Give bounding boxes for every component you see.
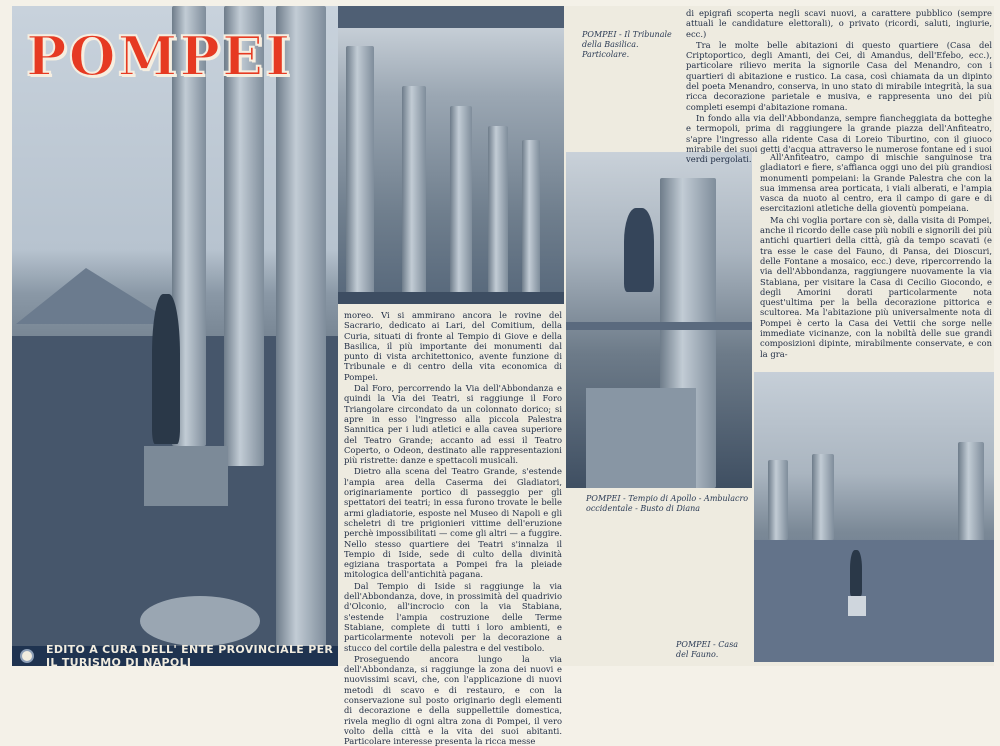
paragraph: All'Anfiteatro, campo di mischie sanguinose tra gladiatori e fiere, s'affianca oggi uno dei più grandiosi monumenti pompeiani: la Grande Palestra che con la sua immensa area porticata, i viali alberati, e l'ampia vasca da nuoto al centro, era il campo di gare e di esercitazioni atletiche della gioventù pompeiana. [760,152,992,214]
photo-basilica [338,6,564,304]
caption-apollo: POMPEI - Tempio di Apollo - Ambulacro occidentale - Busto di Diana [586,494,749,513]
paragraph: di epigrafi scoperta negli scavi nuovi, a carattere pubblico (sempre attuali le candidature elettorali), o privato (ricordi, saluti, ingiurie, ecc.) [686,8,992,39]
paragraph: Ma chi voglia portare con sè, dalla visita di Pompei, anche il ricordo delle case più nobili e signorili dei più antichi quartieri della città, già da tempo scavati (e tra esse le case del Fauno, di Pansa, dei Dioscuri, delle Fontane a mosaico, ecc.) deve, ripercorrendo la via dell'Abbondanza, raggiungere nuovamente la via Stabiana, per visitare la Casa di Cecilio Giocondo, e degli Amorini dorati particolarmente nota quest'ultima per la bella decorazione pittorica e scultorea. Ma l'abitazione più universalmente nota di Pompei è certo la Casa dei Vettii che sorge nelle immediate vicinanze, con la nobiltà delle sue grandi composizioni dipinte, mirabilmente conservate, e con la gra- [760,214,992,359]
page-title: POMPEI [26,24,293,88]
photo-temple-apollo-diana [566,152,752,488]
faun-statue [850,550,862,596]
vesuvius-shape [16,268,176,324]
publisher-footer [12,643,338,669]
publisher-logo-icon [20,649,34,663]
paragraph: Dietro alla scena del Teatro Grande, s'estende l'ampia area della Caserma dei Gladiatori, originariamente portico di passeggio per gli spettatori dei teatri; in essa furono trovate le belle armi gladiatorie, esposte nel Museo di Napoli e gli scheletri di tre prigionieri vittime dell'eruzione perchè impossibilitati — come gli altri — a fuggire. Nello stesso quartiere dei Teatri s'innalza il Tempio di Iside, sede di culto della divinità egiziana trasportata a Pompei fra la pleiade mitologica dell'antichità pagana. [344,466,562,580]
article-column-middle [344,310,562,746]
photo-forum-apollo-statue [12,6,338,646]
paragraph: Dal Tempio di Iside si raggiunge la via dell'Abbondanza, dove, in prossimità del quadrivio d'Olconio, all'incrocio con la via Stabiana, s'estende l'ampia costruzione delle Terme Stabiane, complete di tutti i loro ambienti, e particolarmente notevoli per la decorazione a stucco del cortile della palestra e del vestibolo. [344,580,562,653]
article-column-right-lower [760,152,992,370]
paragraph: Dal Foro, percorrendo la Via dell'Abbondanza e quindi la Via dei Teatri, si raggiunge il Foro Triangolare circondato da un colonnato dorico; si apre in esso l'ingresso alla piccola Palestra Sannitica per i ludi atletici e alla cavea superiore del Teatro Grande; accanto ad essi il Teatro Coperto, o Odeon, destinato alle rappresentazioni più ristrette: danze e spettacoli musicali. [344,383,562,466]
photo-casa-del-fauno [754,372,994,662]
apollo-statue [152,294,180,444]
caption-fauno: POMPEI - Casa del Fauno. [676,640,739,659]
paragraph: Tra le molte belle abitazioni di questo quartiere (Casa del Criptoportico, degli Amanti, dei Cei, di Amandus, dell'Efebo, ecc.), particolare rilievo merita la signorile Casa del Menandro, con i quartieri di abitazione e rustico. La casa, così chiamata da un dipinto del poeta Menandro, conserva, in uno stato di mirabile integrità, la sua ricca decorazione parietale e musiva, e rappresenta uno dei più completi esempi d'abitazione romana. [686,39,992,112]
diana-bust [624,208,654,292]
caption-basilica: POMPEI - Il Tribunale della Basilica. Particolare. [582,30,672,59]
paragraph: Proseguendo ancora lungo la via dell'Abbondanza, si raggiunge la zona dei nuovi e nuovissimi scavi, che, con l'applicazione di nuovi metodi di scavo e di restauro, e con la conservazione sul posto originario degli elementi di decorazione e della suppellettile domestica, rivela meglio di ogni altra zona di Pompei, il vero volto della città e la vita dei suoi abitanti. Particolare interesse presenta la ricca messe [344,653,562,746]
article-column-right [686,8,992,165]
publisher-text: EDITO A CURA DELL' ENTE PROVINCIALE PER IL TURISMO DI NAPOLI [46,643,334,669]
paragraph: moreo. Vi si ammirano ancora le rovine del Sacrario, dedicato ai Lari, del Comitium, della Curia, situati di fronte al Tempio di Giove e della Basilica, il più importante dei monumenti dal punto di vista architettonico, avente funzione di Tribunale e di centro della vita economica di Pompei. [344,310,562,382]
paragraph: In fondo alla via dell'Abbondanza, sempre fiancheggiata da botteghe e termopoli, prima di raggiungere la grande piazza dell'Anfiteatro, s'apre l'ingresso alla ridente Casa di Loreio Tiburtino, con il giuoco mirabile dei suoi getti d'acqua attraverso le numerose fontane ed i suoi verdi pergolati. [686,112,992,165]
